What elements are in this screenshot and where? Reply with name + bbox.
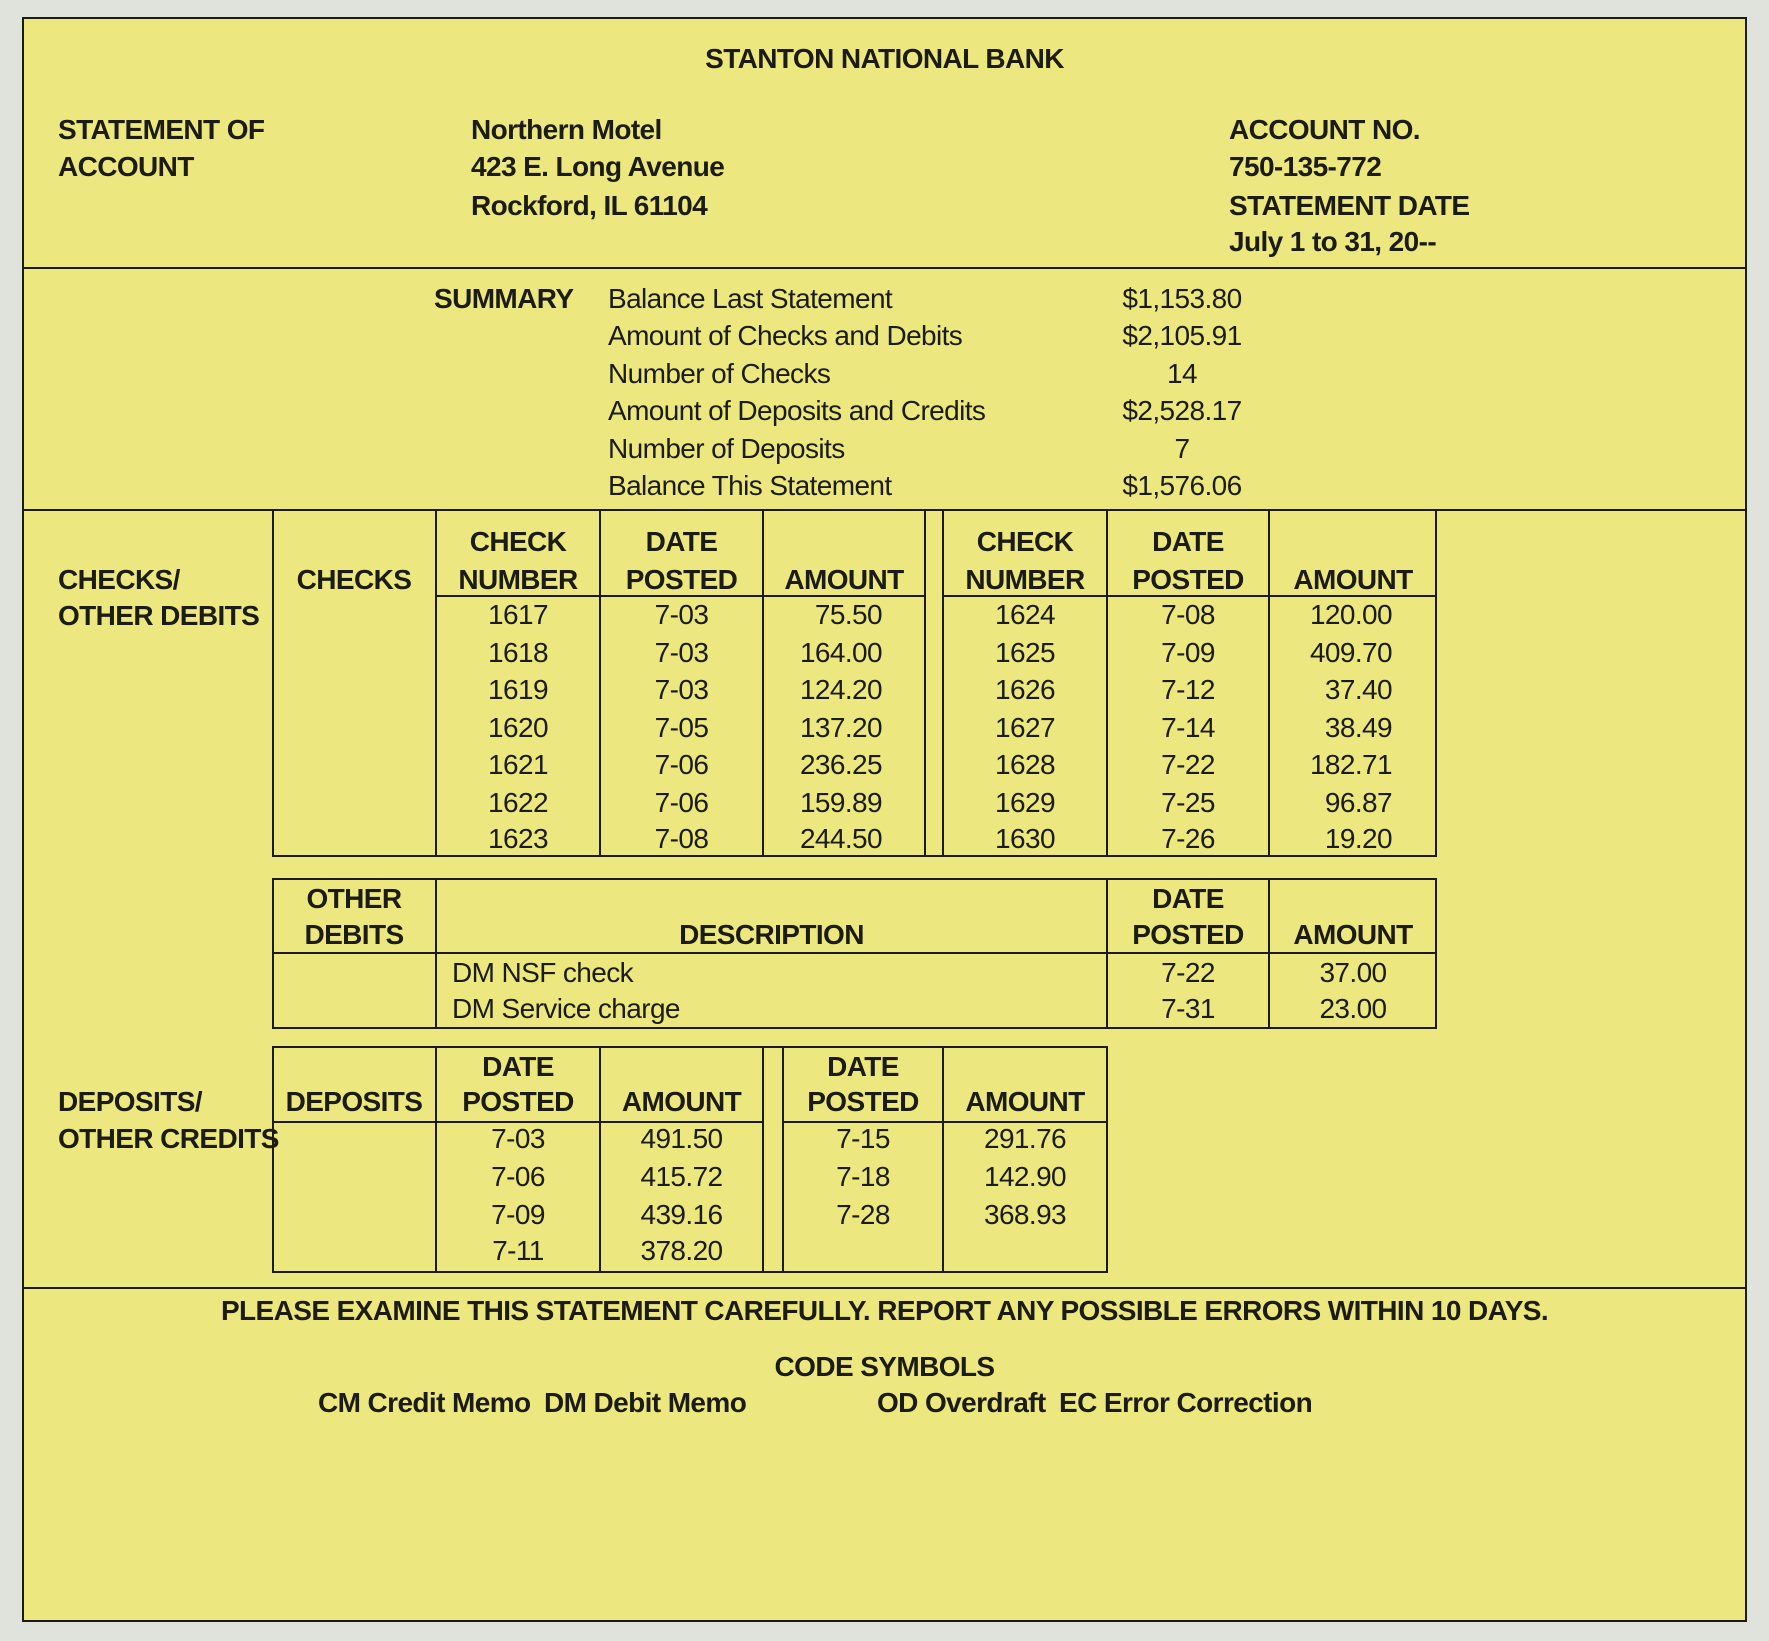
summary-row-value: $1,153.80: [1122, 283, 1242, 314]
deposits-section-label-1: DEPOSITS/: [58, 1086, 202, 1117]
deposit-amount: 491.50: [640, 1123, 723, 1154]
other-debits-label: OTHER: [306, 883, 402, 914]
check-date: 7-03: [654, 637, 709, 668]
customer-street: 423 E. Long Avenue: [471, 151, 725, 182]
deposit-date: 7-15: [836, 1123, 890, 1154]
deposit-date: 7-11: [492, 1235, 544, 1266]
other-debits-label: DEBITS: [304, 919, 404, 950]
table-rule: [924, 509, 926, 857]
check-date: 7-08: [654, 823, 709, 854]
check-number: 1617: [488, 599, 548, 630]
check-number-header: CHECK: [976, 526, 1074, 557]
summary-row-label: Balance This Statement: [608, 470, 892, 501]
summary-row-label: Number of Deposits: [608, 433, 845, 464]
account-no-label: ACCOUNT NO.: [1229, 114, 1420, 145]
check-number: 1618: [488, 637, 548, 668]
deposit-date: 7-09: [491, 1199, 545, 1230]
check-amount: 182.71: [1309, 749, 1392, 780]
deposit-amount: 368.93: [983, 1199, 1067, 1230]
date-posted-header: DATE: [1152, 883, 1224, 914]
divider-footer: [24, 1287, 1745, 1289]
check-number: 1629: [995, 787, 1055, 818]
date-posted-header: DATE: [827, 1051, 899, 1082]
divider-header: [24, 267, 1745, 269]
date-posted-header: DATE: [645, 526, 718, 557]
debit-amount: 37.00: [1319, 957, 1387, 988]
table-rule: [272, 952, 1437, 954]
deposit-date: 7-03: [491, 1123, 545, 1154]
check-number: 1625: [995, 637, 1055, 668]
deposits-section-label-2: OTHER CREDITS: [58, 1123, 279, 1154]
debit-description: DM NSF check: [452, 957, 634, 988]
check-amount: 236.25: [799, 749, 882, 780]
code-cm: CM Credit Memo: [318, 1387, 531, 1418]
summary-row-value: 7: [1174, 433, 1190, 464]
code-dm: DM Debit Memo: [544, 1387, 747, 1418]
check-number: 1624: [995, 599, 1055, 630]
check-date: 7-25: [1161, 787, 1215, 818]
check-date: 7-08: [1161, 599, 1215, 630]
check-number: 1621: [488, 749, 548, 780]
check-date: 7-06: [654, 787, 709, 818]
check-number-header: NUMBER: [458, 564, 578, 595]
check-number: 1627: [995, 712, 1055, 743]
check-amount: 38.49: [1324, 712, 1392, 743]
deposit-date: 7-28: [836, 1199, 890, 1230]
check-number: 1619: [488, 674, 548, 705]
bank-statement: [22, 17, 1747, 1622]
footer-notice: PLEASE EXAMINE THIS STATEMENT CAREFULLY. REPORT ANY POSSIBLE ERRORS WITHIN 10 DAYS.: [220, 1295, 1549, 1326]
deposit-amount: 291.76: [983, 1123, 1067, 1154]
statement-date-label: STATEMENT DATE: [1229, 190, 1470, 221]
summary-row-value: $1,576.06: [1122, 470, 1242, 501]
check-date: 7-03: [654, 599, 709, 630]
debit-amount: 23.00: [1319, 993, 1387, 1024]
date-posted-header: POSTED: [625, 564, 738, 595]
customer-city: Rockford, IL 61104: [471, 190, 708, 221]
check-number-header: CHECK: [469, 526, 567, 557]
check-date: 7-26: [1161, 823, 1215, 854]
deposit-date: 7-06: [491, 1161, 545, 1192]
check-number: 1622: [488, 787, 548, 818]
description-header: DESCRIPTION: [679, 919, 864, 950]
summary-row-value: 14: [1167, 358, 1197, 389]
check-date: 7-12: [1161, 674, 1215, 705]
checks-label: CHECKS: [296, 564, 412, 595]
code-symbols-title: CODE SYMBOLS: [774, 1351, 995, 1382]
deposits-label: DEPOSITS: [285, 1086, 423, 1117]
date-posted-header: POSTED: [1132, 564, 1244, 595]
check-amount: 159.89: [799, 787, 882, 818]
check-date: 7-06: [654, 749, 709, 780]
check-date: 7-22: [1161, 749, 1215, 780]
statement-label-line-1: STATEMENT OF: [58, 114, 265, 145]
summary-row-label: Amount of Checks and Debits: [608, 320, 963, 351]
check-number: 1623: [488, 823, 548, 854]
check-date: 7-14: [1161, 712, 1215, 743]
check-number: 1628: [995, 749, 1055, 780]
check-amount: 409.70: [1309, 637, 1392, 668]
check-amount: 137.20: [799, 712, 882, 743]
check-amount: 37.40: [1324, 674, 1392, 705]
summary-label: SUMMARY: [434, 283, 574, 314]
statement-date: July 1 to 31, 20--: [1229, 226, 1437, 257]
debit-date: 7-22: [1161, 957, 1215, 988]
summary-row-label: Balance Last Statement: [608, 283, 893, 314]
debit-date: 7-31: [1161, 993, 1215, 1024]
check-amount: 19.20: [1324, 823, 1392, 854]
check-amount: 120.00: [1309, 599, 1392, 630]
deposit-amount: 439.16: [640, 1199, 723, 1230]
amount-header: AMOUNT: [784, 564, 904, 595]
amount-header: AMOUNT: [1293, 919, 1413, 950]
summary-row-label: Amount of Deposits and Credits: [608, 395, 986, 426]
customer-name: Northern Motel: [471, 114, 662, 145]
amount-header: AMOUNT: [621, 1086, 742, 1117]
date-posted-header: DATE: [482, 1051, 554, 1082]
date-posted-header: DATE: [1152, 526, 1224, 557]
date-posted-header: POSTED: [807, 1086, 919, 1117]
check-amount: 164.00: [799, 637, 882, 668]
check-amount: 244.50: [799, 823, 882, 854]
amount-header: AMOUNT: [965, 1086, 1085, 1117]
code-ec: EC Error Correction: [1059, 1387, 1313, 1418]
check-number: 1626: [995, 674, 1055, 705]
code-od: OD Overdraft: [877, 1387, 1046, 1418]
check-amount: 75.50: [814, 599, 882, 630]
summary-row-label: Number of Checks: [608, 358, 831, 389]
deposit-amount: 415.72: [640, 1161, 723, 1192]
date-posted-header: POSTED: [462, 1086, 574, 1117]
check-date: 7-05: [654, 712, 709, 743]
table-rule: [762, 1046, 764, 1273]
summary-row-value: $2,528.17: [1122, 395, 1242, 426]
check-amount: 96.87: [1324, 787, 1392, 818]
amount-header: AMOUNT: [1293, 564, 1413, 595]
check-number: 1630: [995, 823, 1055, 854]
bank-name: STANTON NATIONAL BANK: [705, 43, 1064, 74]
deposit-date: 7-18: [836, 1161, 890, 1192]
debit-description: DM Service charge: [452, 993, 680, 1024]
check-amount: 124.20: [799, 674, 882, 705]
account-no: 750-135-772: [1229, 151, 1382, 182]
summary-row-value: $2,105.91: [1122, 320, 1242, 351]
statement-label-line-2: ACCOUNT: [58, 151, 194, 182]
deposit-amount: 378.20: [640, 1235, 723, 1266]
checks-section-label-2: OTHER DEBITS: [58, 600, 260, 631]
date-posted-header: POSTED: [1132, 919, 1244, 950]
check-number: 1620: [488, 712, 548, 743]
checks-section-label-1: CHECKS/: [58, 564, 180, 595]
check-date: 7-03: [654, 674, 709, 705]
deposit-amount: 142.90: [983, 1161, 1067, 1192]
check-number-header: NUMBER: [965, 564, 1085, 595]
check-date: 7-09: [1161, 637, 1215, 668]
